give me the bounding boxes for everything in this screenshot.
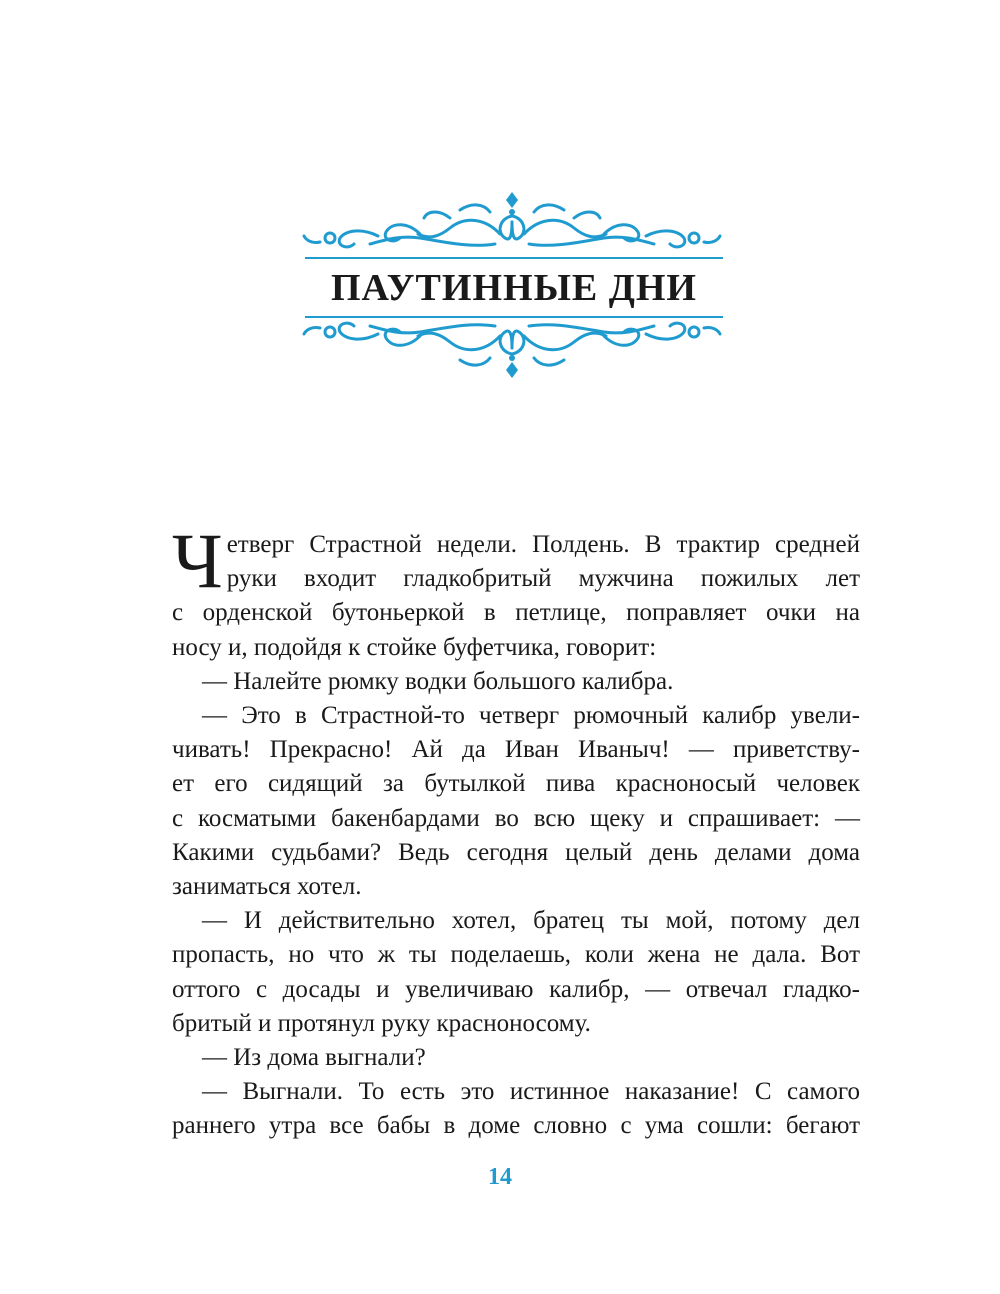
text-line: чивать! Прекрасно! Ай да Иван Иваныч! — приветству- — [172, 736, 860, 764]
paragraph — [172, 1041, 860, 1075]
top-ornament-icon — [300, 188, 725, 254]
text-line: оттого с досады и увеличиваю калибр, — отвечал гладко- — [172, 975, 860, 1003]
text-line: пропасть, но что ж ты поделаешь, коли жена не дала. Вот — [172, 941, 860, 969]
text-line: с косматыми бакенбардами во всю щеку и спрашивает: — — [172, 804, 860, 832]
paragraph — [172, 665, 860, 699]
body-text — [172, 517, 860, 1144]
title-rule-top — [305, 257, 723, 259]
text-line: заниматься хотел. — [172, 873, 362, 901]
text-line: бритый и протянул руку красноносому. — [172, 1009, 591, 1037]
text-line: ет его сидящий за бутылкой пива красноносый человек — [172, 770, 860, 798]
text-line: раннего утра все бабы в доме словно с ума сошли: бегают — [172, 1112, 860, 1140]
paragraph — [172, 904, 860, 1041]
drop-cap: Ч — [172, 517, 223, 604]
chapter-title: ПАУТИННЫЕ ДНИ — [331, 267, 697, 309]
text-line: с орденской бутоньеркой в петлице, поправляет очки на — [172, 599, 860, 627]
paragraph — [172, 699, 860, 904]
text-line: Какими судьбами? Ведь сегодня целый день делами дома — [172, 838, 860, 866]
text-line: носу и, подойдя к стойке буфетчика, говорит: — [172, 633, 657, 661]
text-line: — Из дома выгнали? — [202, 1044, 426, 1072]
text-line: — Это в Страстной-то четверг рюмочный калибр увели- — [202, 702, 860, 730]
text-line: руки входит гладкобритый мужчина пожилых лет — [226, 565, 860, 593]
bottom-ornament-icon — [300, 312, 725, 384]
text-line: — Налейте рюмку водки большого калибра. — [202, 667, 674, 695]
text-line: — И действительно хотел, братец ты мой, потому дел — [202, 907, 860, 935]
text-line: етверг Страстной недели. Полдень. В трактир средней — [226, 531, 860, 558]
text-line: — Выгнали. То есть это истинное наказание! С самого — [202, 1078, 860, 1106]
paragraph — [172, 517, 860, 665]
page-number: 14 — [488, 1164, 512, 1190]
paragraph — [172, 1075, 860, 1143]
